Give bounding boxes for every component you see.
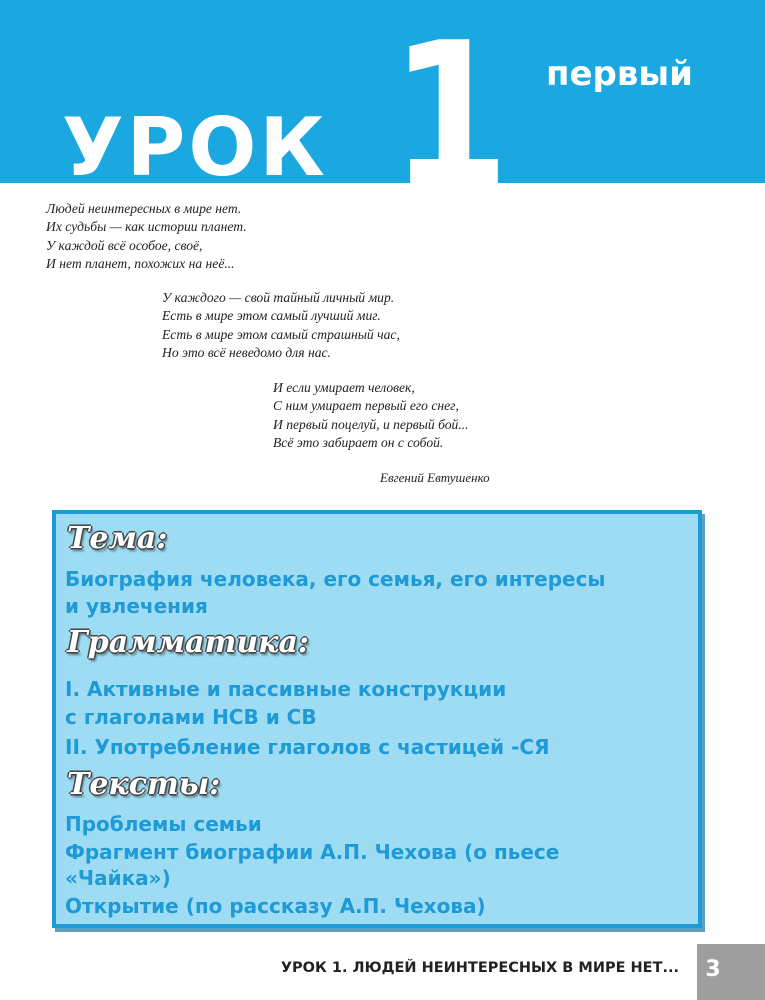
- poem-stanza-1: [46, 200, 247, 274]
- poem-line: С ним умирает первый его снег,: [273, 398, 459, 414]
- poem-stanza-2: [162, 289, 400, 363]
- theme-heading: Тема:: [67, 521, 168, 556]
- running-title: УРОК 1. ЛЮДЕЙ НЕИНТЕРЕСНЫХ В МИРЕ НЕТ...: [280, 960, 679, 976]
- theme-line: и увлечения: [65, 594, 208, 618]
- grammar-line: II. Употребление глаголов с частицей -СЯ: [65, 735, 550, 759]
- poem-line: У каждой всё особое, своё,: [46, 237, 203, 253]
- poem-line: Но это всё неведомо для нас.: [162, 345, 331, 361]
- poem-line: И первый поцелуй, и первый бой...: [273, 416, 469, 432]
- poem-line: У каждого — свой тайный личный мир.: [162, 290, 395, 305]
- poem-stanza-3: [273, 379, 469, 453]
- grammar-heading: Грамматика:: [67, 625, 309, 660]
- poem-line: Людей неинтересных в мире нет.: [46, 201, 242, 216]
- texts-line: Проблемы семьи: [65, 812, 262, 836]
- page-number-box: [697, 944, 765, 1000]
- grammar-line: I. Активные и пассивные конструкции: [65, 677, 507, 701]
- lesson-ordinal: первый: [546, 54, 693, 94]
- poem-line: Есть в мире этом самый лучший миг.: [162, 308, 381, 324]
- page-number: 3: [705, 957, 721, 982]
- lesson-number: 1: [390, 0, 510, 233]
- poem-line: И если умирает человек,: [273, 380, 415, 395]
- texts-heading: Тексты:: [67, 767, 221, 802]
- lesson-overview-box: [52, 510, 702, 928]
- grammar-line: с глаголами НСВ и СВ: [65, 705, 317, 729]
- texts-line: Открытие (по рассказу А.П. Чехова): [65, 894, 486, 918]
- poem-author: Евгений Евтушенко: [380, 470, 490, 485]
- poem-line: Всё это забирает он с собой.: [273, 435, 444, 451]
- poem-line: Есть в мире этом самый страшный час,: [162, 326, 400, 342]
- texts-line: «Чайка»): [65, 866, 171, 890]
- poem-line: Их судьбы — как истории планет.: [46, 219, 247, 235]
- poem-line: И нет планет, похожих на неё...: [46, 256, 235, 272]
- lesson-word: УРОК: [62, 101, 328, 194]
- texts-line: Фрагмент биографии А.П. Чехова (о пьесе: [65, 840, 560, 864]
- theme-line: Биография человека, его семья, его интересы: [65, 567, 606, 591]
